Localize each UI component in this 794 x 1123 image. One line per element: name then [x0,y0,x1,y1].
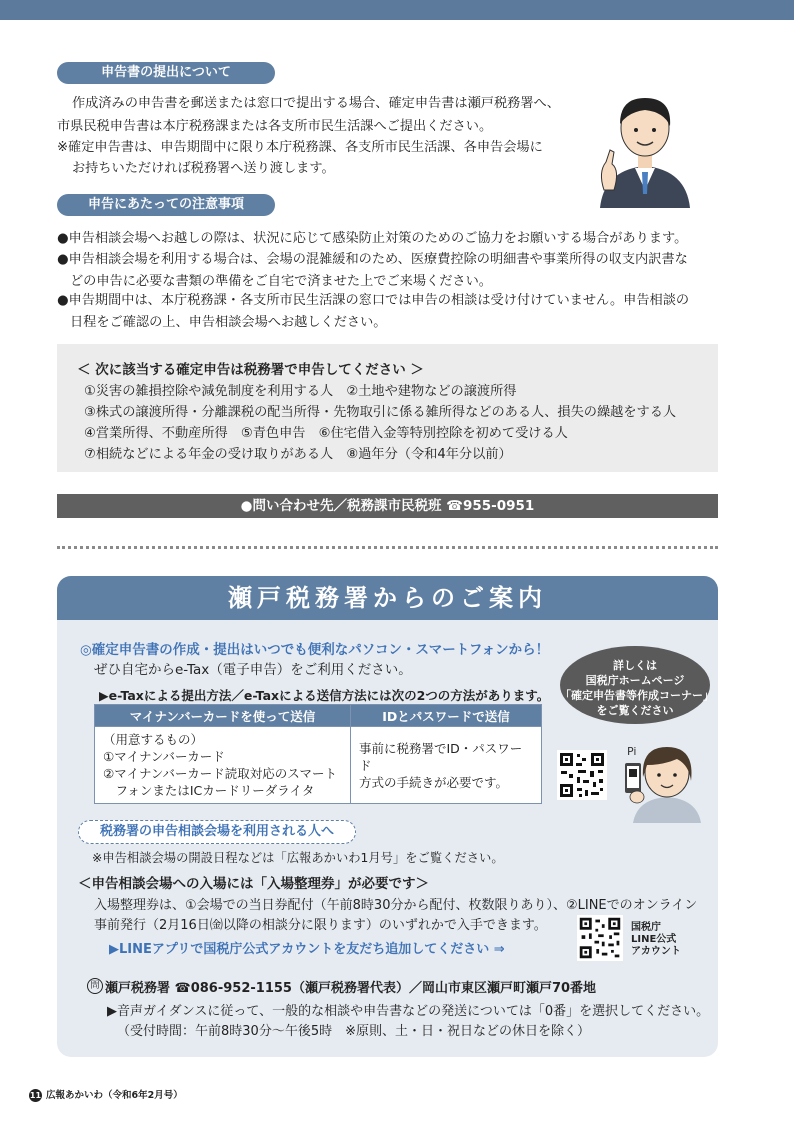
oval-line-4: をご覧ください [596,704,674,717]
idpw-line-1: 事前に税務署でID・パスワード [359,740,523,773]
voice-guidance-note: ▶音声ガイダンスに従って、一般的な相談や申告書などの発送については「0番」を選択してください。 [107,1004,710,1019]
businessman-illustration [590,90,700,208]
note-bullet-3-line-1: ●申告期間中は、本庁税務課・各支所市民生活課の窓口では申告の相談は受け付けていません。申告相談の [57,293,690,308]
ticket-heading: ＜申告相談会場への入場には「入場整理券」が必要です＞ [78,876,429,892]
mynumber-line-2: ①マイナンバーカード [103,749,225,764]
pi-label: Pi [627,745,637,758]
submission-text-3: ※確定申告書は、申告期間中に限り本庁税務課、各支所市民生活課、各申告会場に [57,140,543,155]
cases-row-4: ⑦相続などによる年金の受け取りがある人 ⑧過年分（令和4年分以前） [84,447,512,462]
reception-hours: （受付時間：午前8時30分～午後5時 ※原則、土・日・祝日などの休日を除く） [117,1024,590,1039]
page-number-badge: 11 [29,1091,42,1100]
submission-text-1: 作成済みの申告書を郵送または窓口で提出する場合、確定申告書は瀬戸税務署へ、 [72,96,560,111]
qr-label-line-2: LINE公式 [631,934,677,945]
qr-code-line[interactable] [577,915,623,961]
footer-label: 広報あかいわ（令和6年2月号） [46,1090,183,1101]
mynumber-line-4: フォンまたはICカードリーダライタ [103,783,315,798]
table-cell-id-password [351,727,542,804]
oval-line-3: 「確定申告書等作成コーナー」 [560,689,714,702]
note-bullet-1 [57,228,687,250]
submission-text-4: お持ちいただければ税務署へ送り渡します。 [72,161,335,176]
etax-lead-2: ぜひ自宅からe-Tax（電子申告）をご利用ください。 [94,662,412,678]
table-cell-mynumber [95,727,351,804]
note-bullet-1-line-1: ●申告相談会場へお越しの際は、状況に応じて感染防止対策のためのご協力をお願いする場合があります。 [57,231,688,246]
schedule-note: ※申告相談会場の開設日程などは「広報あかいわ1月号」をご覧ください。 [92,851,504,865]
woman-phone-illustration [615,741,707,823]
consult-venue-heading: 税務署の申告相談会場を利用される人へ [78,820,356,844]
nta-homepage-oval [560,646,714,724]
note-bullet-3 [57,290,689,333]
table-header-id-password: IDとパスワードで送信 [351,705,542,727]
ticket-line-1: 入場整理券は、①会場での当日券配付（午前8時30分から配付、枚数限りあり）、②LINEでのオンライン [94,898,698,913]
etax-method-table [94,704,542,804]
section-heading-notes: 申告にあたっての注意事項 [57,194,275,216]
note-bullet-2 [57,249,688,292]
note-bullet-3-line-2: 日程をご確認の上、申告相談会場へお越しください。 [70,314,387,330]
submission-text-2: 市県民税申告書は本庁税務課または各支所市民生活課へご提出ください。 [57,119,493,134]
tax-office-cases-box [57,344,718,472]
qr-label-line-1: 国税庁 [631,922,661,933]
mynumber-line-3: ②マイナンバーカード読取対応のスマート [103,766,337,781]
section-heading-submission: 申告書の提出について [57,62,275,84]
mynumber-line-1: （用意するもの） [103,732,204,747]
idpw-line-2: 方式の手続きが必要です。 [359,774,509,790]
table-header-mynumber: マイナンバーカードを使って送信 [95,705,351,727]
etax-lead: ◎確定申告書の作成・提出はいつでも便利なパソコン・スマートフォンから！ [80,642,550,658]
cases-row-3: ④営業所得、不動産所得 ⑤青色申告 ⑥住宅借入金等特別控除を初めて受ける人 [84,426,568,441]
contact-bar: ●問い合わせ先／税務課市民税班 ☎955-0951 [57,494,718,518]
panel-title: 瀬戸税務署からのご案内 [57,576,718,620]
line-add-friend-link[interactable]: ▶LINEアプリで国税庁公式アカウントを友だち追加してください ⇒ [109,942,505,957]
inquiry-badge-icon: 問 [87,978,103,994]
note-bullet-2-line-2: どの申告に必要な書類の準備をご自宅で済ませた上でご来場ください。 [70,273,492,289]
cases-row-2: ③株式の譲渡所得・分離課税の配当所得・先物取引に係る雑所得などのある人、損失の繰越をする人 [84,405,677,420]
tax-office-contact: 瀬戸税務署 ☎086-952-1155（瀬戸税務署代表）／岡山市東区瀬戸町瀬戸70番地 [105,981,597,996]
qr-line-label [631,922,681,958]
oval-line-1: 詳しくは [613,659,657,672]
note-bullet-2-line-1: ●申告相談会場を利用する場合は、会場の混雑緩和のため、医療費控除の明細書や事業所得の収支内訳書な [57,252,688,267]
setonai-tax-office-panel [57,576,718,1057]
ticket-line-2: 事前発行（2月16日㈮以降の相談分に限ります）のいずれかで入手できます。 [94,918,547,933]
top-bar [0,0,794,20]
qr-label-line-3: アカウント [631,946,681,957]
cases-row-1: ①災害の雑損控除や減免制度を利用する人 ②土地や建物などの譲渡所得 [84,384,517,399]
dotted-divider [57,546,718,549]
cases-title: ＜ 次に該当する確定申告は税務署で申告してください ＞ [77,362,424,378]
qr-code-nta[interactable] [557,750,607,800]
etax-method-line: ▶e-Taxによる提出方法／e-Taxによる送信方法には次の2つの方法があります。 [99,688,550,703]
oval-line-2: 国税庁ホームページ [585,674,685,687]
